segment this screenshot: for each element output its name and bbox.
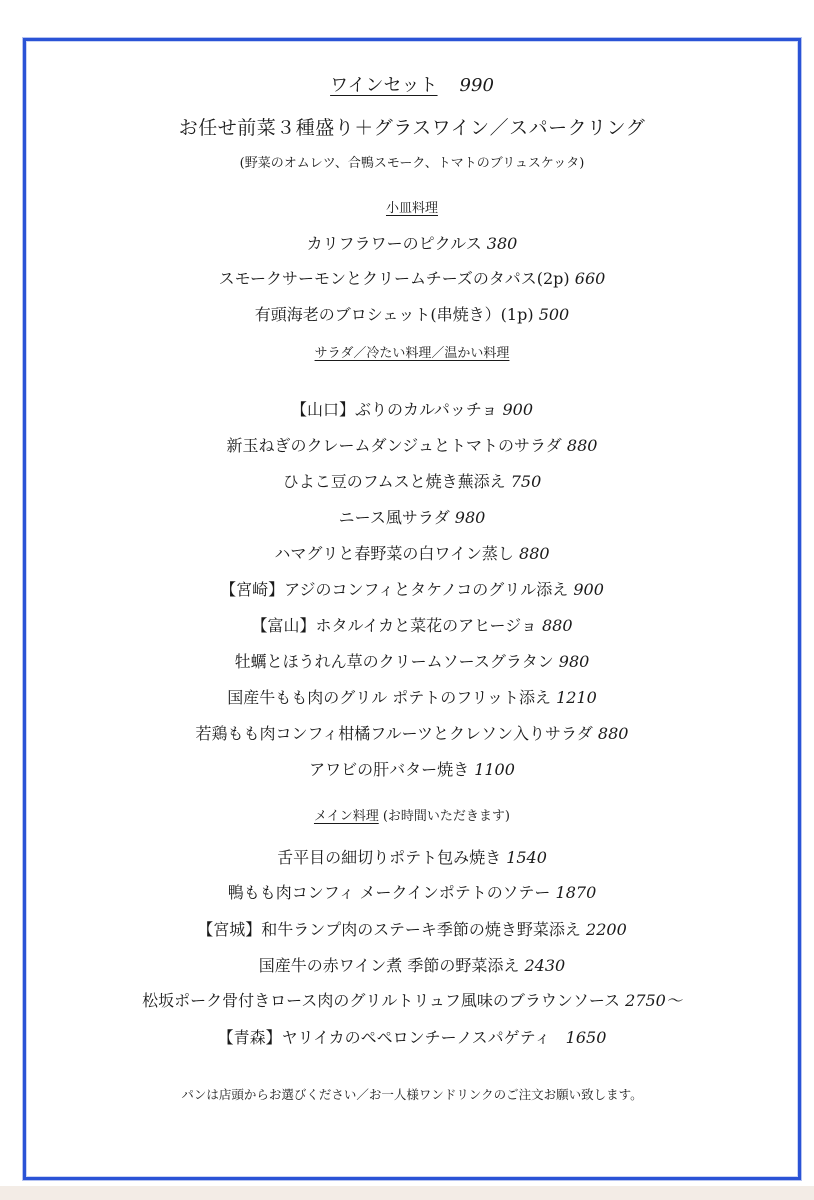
- menu-item-price: 2750〜: [625, 991, 682, 1010]
- menu-item: [26, 505, 798, 528]
- menu-item-name: 牡蠣とほうれん草のクリームソースグラタン: [234, 652, 554, 671]
- menu-item: [26, 845, 798, 868]
- menu-item-name: ニース風サラダ: [338, 508, 450, 527]
- section-title-text: 小皿料理: [385, 201, 438, 216]
- menu-item-name: 【山口】ぶりのカルパッチョ: [290, 400, 498, 419]
- menu-item-name: 新玉ねぎのクレームダンジュとトマトのサラダ: [226, 436, 562, 455]
- menu-item: [26, 721, 798, 744]
- menu-item: [26, 541, 798, 564]
- menu-item-name: カリフラワーのピクルス: [306, 234, 482, 253]
- menu-item: [26, 231, 798, 254]
- menu-item: [26, 397, 798, 420]
- menu-item-price: 2430: [524, 956, 566, 975]
- menu-item: [26, 988, 798, 1011]
- menu-item: [26, 649, 798, 672]
- menu-item-price: 380: [486, 234, 518, 253]
- menu-item: [26, 302, 798, 325]
- menu-item-price: 2200: [586, 920, 627, 939]
- menu-item: [26, 613, 798, 636]
- menu-item-name: 国産牛もも肉のグリル ポテトのフリット添え: [227, 688, 551, 707]
- menu-item-name: 鴨もも肉コンフィ メークインポテトのソテー: [227, 883, 551, 902]
- menu-item: [26, 880, 798, 903]
- menu-item: [26, 757, 798, 780]
- menu-item-name: 松坂ポーク骨付きロース肉のグリルトリュフ風味のブラウンソース: [142, 991, 621, 1010]
- wine-set-price: 990: [459, 75, 494, 96]
- menu-item-price: 880: [597, 724, 629, 743]
- menu-item-price: 900: [502, 400, 534, 419]
- menu-item-name: 有頭海老のブロシェット(串焼き）(1p): [254, 305, 534, 324]
- wine-set-note: (野菜のオムレツ、合鴨スモーク、トマトのブリュスケッタ): [239, 156, 585, 171]
- menu-item: [26, 953, 798, 976]
- menu-item-price: 750: [510, 472, 542, 491]
- menu-item-name: 【富山】ホタルイカと菜花のアヒージョ: [251, 616, 537, 635]
- menu-item: [26, 685, 798, 708]
- section-note: (お時間いただきます): [382, 809, 511, 824]
- menu-item-price: 980: [454, 508, 486, 527]
- menu-item-name: アワビの肝バター焼き: [309, 760, 470, 779]
- menu-item: [26, 917, 798, 940]
- section-title-text: サラダ／冷たい料理／温かい料理: [314, 346, 510, 361]
- section-title-text: メイン料理: [313, 809, 379, 824]
- menu-item-price: 980: [558, 652, 590, 671]
- menu-item-price: 1100: [474, 760, 515, 779]
- menu-item: [26, 577, 798, 600]
- menu-item-price: 880: [566, 436, 598, 455]
- menu-footer-note: パンは店頭からお選びください／お一人様ワンドリンクのご注文お願い致します。: [181, 1087, 643, 1102]
- menu-item: [26, 266, 798, 289]
- section-title-main: [26, 805, 798, 824]
- menu-item-price: 1210: [556, 688, 597, 707]
- menu-item-price: 1650: [565, 1028, 607, 1047]
- menu-item-price: 660: [574, 269, 606, 288]
- section-title-salads: [26, 342, 798, 361]
- menu-item: [26, 469, 798, 492]
- menu-item-name: 【宮城】和牛ランプ肉のステーキ季節の焼き野菜添え: [197, 920, 581, 939]
- menu-item-name: スモークサーモンとクリームチーズのタパス(2p): [218, 269, 570, 288]
- menu-item-name: ひよこ豆のフムスと焼き蕪添え: [282, 472, 506, 491]
- menu-item-name: 【宮崎】アジのコンフィとタケノコのグリル添え: [220, 580, 569, 599]
- wine-set-description: お任せ前菜３種盛り＋グラスワイン／スパークリング: [178, 117, 646, 139]
- menu-item-name: ハマグリと春野菜の白ワイン蒸し: [274, 544, 514, 563]
- menu-item-name: 舌平目の細切りポテト包み焼き: [277, 848, 502, 867]
- menu-item-name: 【青森】ヤリイカのペペロンチーノスパゲティ: [217, 1028, 551, 1047]
- wine-set-heading: [26, 71, 798, 97]
- menu-item-price: 1870: [555, 883, 597, 902]
- menu-item-price: 880: [542, 616, 573, 635]
- menu-item-price: 900: [573, 580, 604, 599]
- menu-item-name: 国産牛の赤ワイン煮 季節の野菜添え: [258, 956, 520, 975]
- menu-item-price: 880: [519, 544, 550, 563]
- menu-item-price: 1540: [506, 848, 547, 867]
- section-title-small-plates: [26, 197, 798, 216]
- menu-item: [26, 433, 798, 456]
- menu-item: [26, 1025, 798, 1048]
- page-bottom-strip: [0, 1186, 814, 1200]
- menu-item-price: 500: [538, 305, 570, 324]
- menu-item-name: 若鶏もも肉コンフィ柑橘フルーツとクレソン入りサラダ: [195, 724, 593, 743]
- wine-set-title: ワインセット: [330, 75, 438, 96]
